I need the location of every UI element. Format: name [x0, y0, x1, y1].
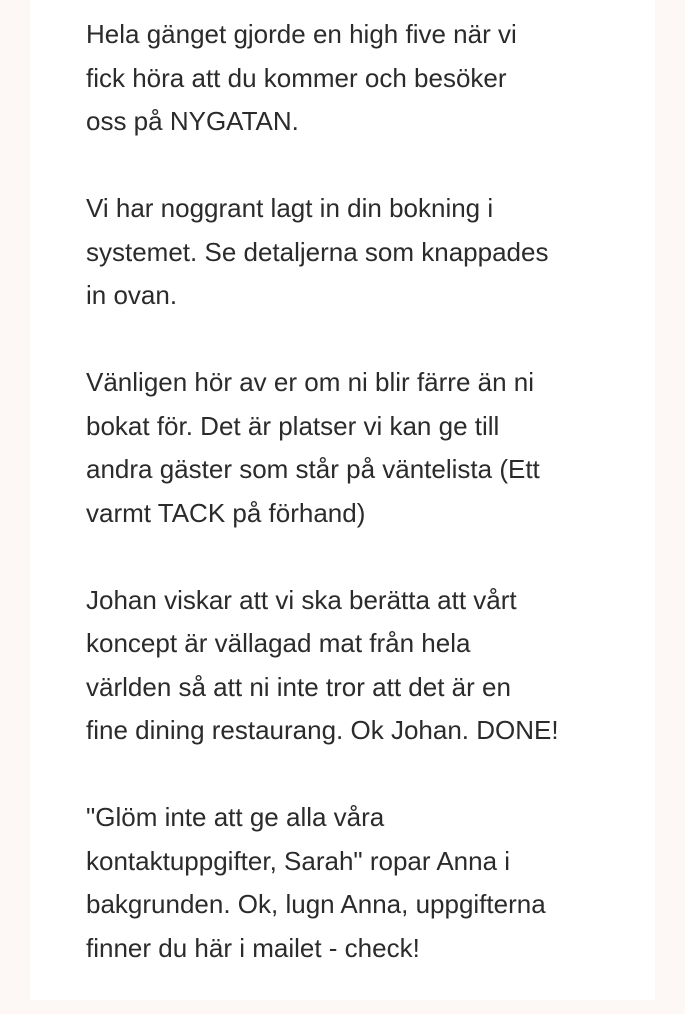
email-body-card: [30, 0, 655, 1000]
text-line: fick höra att du kommer och besöker: [86, 62, 507, 93]
text-line: systemet. Se detaljerna som knappades: [86, 236, 549, 267]
text-line: oss på NYGATAN.: [86, 106, 299, 136]
text-line: fine dining restaurang. Ok Johan. DONE!: [86, 715, 559, 745]
text-line: in ovan.: [86, 280, 178, 310]
text-line: andra gäster som står på väntelista (Ett: [86, 454, 540, 484]
text-line: bokat för. Det är platser vi kan ge till: [86, 410, 500, 441]
text-line: kontaktuppgifter, Sarah" ropar Anna i: [86, 845, 511, 876]
email-message-text: [86, 13, 626, 1014]
paragraph-contact: [86, 796, 626, 970]
text-line: Hela gänget gjorde en high five när vi: [86, 19, 517, 49]
text-line: varmt TACK på förhand): [86, 497, 366, 528]
paragraph-cancellation: [86, 361, 626, 535]
text-line: världen så att ni inte tror att det är en: [86, 671, 511, 702]
text-line: Vi har noggrant lagt in din bokning i: [86, 193, 494, 223]
text-line: finner du här i mailet - check!: [86, 932, 420, 963]
text-line: bakgrunden. Ok, lugn Anna, uppgifterna: [86, 889, 546, 919]
text-line: "Glöm inte att ge alla våra: [86, 802, 385, 832]
paragraph-booking: [86, 187, 626, 318]
text-line: Johan viskar att vi ska berätta att vårt: [86, 584, 517, 615]
paragraph-concept: [86, 579, 626, 753]
text-line: Vänligen hör av er om ni blir färre än ni: [86, 367, 535, 397]
paragraph-greeting: [86, 13, 626, 144]
text-line: koncept är vällagad mat från hela: [86, 628, 471, 658]
